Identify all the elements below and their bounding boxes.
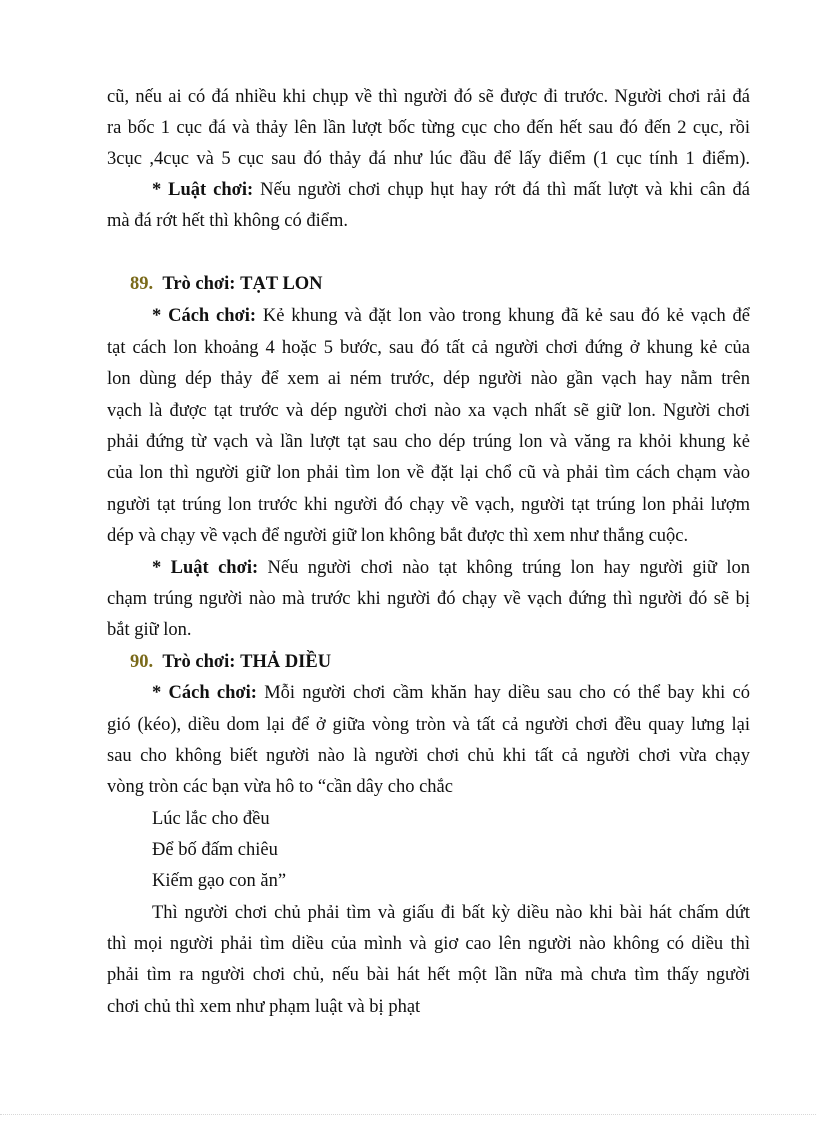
how-text: Kẻ khung và đặt lon vào trong khung đã kẻ sau đó kẻ vạch để: [256, 306, 751, 326]
rule-text: Nếu người chơi nào tạt không trúng lon hay người giữ lon: [258, 558, 750, 578]
verse-line: Để bố đấm chiêu: [152, 840, 278, 860]
text-line: thì mọi người phải tìm diều của mình và giơ cao lên người nào không có diều thì: [107, 934, 750, 954]
text-line: 3cục ,4cục và 5 cục sau đó thảy đá như lúc đầu để lấy điểm (1 cục tính 1 điểm).: [107, 149, 750, 169]
text-line: chạm trúng người nào mà trước khi người đó chạy về vạch đứng thì người đó sẽ bị: [107, 589, 750, 609]
text-line: ra bốc 1 cục đá và thảy lên lần lượt bốc từng cục cho đến hết sau đó đến 2 cục, rồi: [107, 118, 750, 138]
page-bottom-rule: [0, 1114, 816, 1115]
rule-line: [152, 179, 750, 201]
how-label: * Cách chơi:: [152, 306, 257, 326]
rule-line: [152, 557, 750, 579]
section-label: Trò chơi:: [162, 652, 236, 672]
text-line: chơi chủ thì xem như phạm luật và bị phạt: [107, 997, 421, 1017]
text-line: gió (kéo), diều dom lại để ở giữa vòng tròn và tất cả người chơi đều quay lưng lại: [107, 715, 750, 735]
section-title: THẢ DIỀU: [240, 652, 332, 672]
verse-line: Lúc lắc cho đều: [152, 809, 270, 829]
section-heading-89: [130, 273, 773, 295]
text-line: vạch là được tạt trước và dép người chơi nào xa vạch nhất sẽ giữ lon. Người chơi: [107, 401, 750, 421]
text-line: của lon thì người giữ lon phải tìm lon về đặt lại chổ cũ và phải tìm cách chạm vào: [107, 463, 750, 483]
section-heading-90: [130, 651, 773, 673]
text-line: Thì người chơi chủ phải tìm và giấu đi bất kỳ diều nào khi bài hát chấm dứt: [152, 903, 750, 923]
text-line: phải đứng từ vạch và lần lượt tạt sau cho dép trúng lon và văng ra khỏi khung kẻ: [107, 432, 750, 452]
text-line: sau cho không biết người nào là người chơi chủ khi tất cả người chơi vừa chạy: [107, 746, 750, 766]
text-line: người tạt trúng lon trước khi người đó chạy về vạch, người tạt trúng lon phải lượm: [107, 495, 750, 515]
section-title: TẠT LON: [240, 274, 323, 294]
text-line: tạt cách lon khoảng 4 hoặc 5 bước, sau đó tất cả người chơi đứng ở khung kẻ của: [107, 338, 750, 358]
how-line: [152, 682, 750, 704]
how-line: [152, 305, 750, 327]
text-line: mà đá rớt hết thì không có điểm.: [107, 211, 348, 231]
rule-label: * Luật chơi:: [152, 180, 254, 200]
rule-label: * Luật chơi:: [152, 558, 259, 578]
text-line: vòng tròn các bạn vừa hô to “cần dây cho chắc: [107, 777, 453, 797]
text-line: cũ, nếu ai có đá nhiều khi chụp về thì người đó sẽ được đi trước. Người chơi rải đá: [107, 87, 750, 107]
how-text: Mỗi người chơi cầm khăn hay diều sau cho có thể bay khi có: [256, 683, 750, 703]
section-number: 89.: [130, 274, 154, 294]
text-line: phải tìm ra người chơi chủ, nếu bài hát hết một lần nữa mà chưa tìm thấy người: [107, 965, 750, 985]
verse-line: Kiếm gạo con ăn”: [152, 871, 287, 891]
section-number: 90.: [130, 652, 154, 672]
text-line: dép và chạy về vạch để người giữ lon không bắt được thì xem như thắng cuộc.: [107, 526, 689, 546]
how-label: * Cách chơi:: [152, 683, 257, 703]
text-line: lon dùng dép thảy để xem ai ném trước, dép người nào gần vạch hay nằm trên: [107, 369, 750, 389]
section-label: Trò chơi:: [162, 274, 236, 294]
text-line: bắt giữ lon.: [107, 620, 192, 640]
rule-text: Nếu người chơi chụp hụt hay rớt đá thì mất lượt và khi cân đá: [253, 180, 750, 200]
